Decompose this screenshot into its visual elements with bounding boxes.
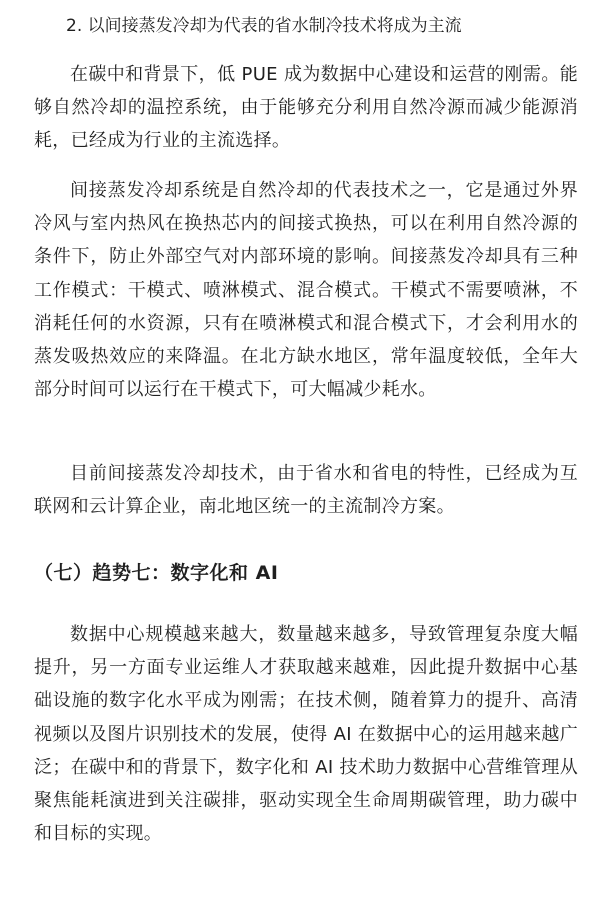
paragraph-low-pue: 在碳中和背景下，低 PUE 成为数据中心建设和运营的刚需。能够自然冷却的温控系统，由于能够充分利用自然冷源而减少能源消耗，已经成为行业的主流选择。	[34, 64, 578, 152]
paragraph-digitalization-ai: 数据中心规模越来越大，数量越来越多，导致管理复杂度大幅提升，另一方面专业运维人才获取越来越难，因此提升数据中心基础设施的数字化水平成为刚需；在技术侧，随着算力的提升、高清视频以及图片识别技术的发展，使得 AI 在数据中心的运用越来越广泛；在碳中和的背景下，数字化和 AI 技术助力数据中心营维管理从聚焦能耗演进到关注碳排，驱动实现全生命周期碳管理，助力碳中和目标的实现。	[34, 624, 578, 845]
paragraph-current-adoption: 目前间接蒸发冷却技术，由于省水和省电的特性，已经成为互联网和云计算企业，南北地区统一的主流制冷方案。	[34, 463, 578, 518]
section-title: （七）趋势七：数字化和 AI	[34, 562, 279, 584]
paragraph-indirect-evaporative-cooling: 间接蒸发冷却系统是自然冷却的代表技术之一，它是通过外界冷风与室内热风在换热芯内的间接式换热，可以在利用自然冷源的条件下，防止外部空气对内部环境的影响。间接蒸发冷却具有三种工作模式：干模式、喷淋模式、混合模式。干模式不需要喷淋，不消耗任何的水资源，只有在喷淋模式和混合模式下，才会利用水的蒸发吸热效应的来降温。在北方缺水地区，常年温度较低，全年大部分时间可以运行在干模式下，可大幅减少耗水。	[34, 180, 578, 401]
subheading: 2. 以间接蒸发冷却为代表的省水制冷技术将成为主流	[66, 16, 462, 36]
